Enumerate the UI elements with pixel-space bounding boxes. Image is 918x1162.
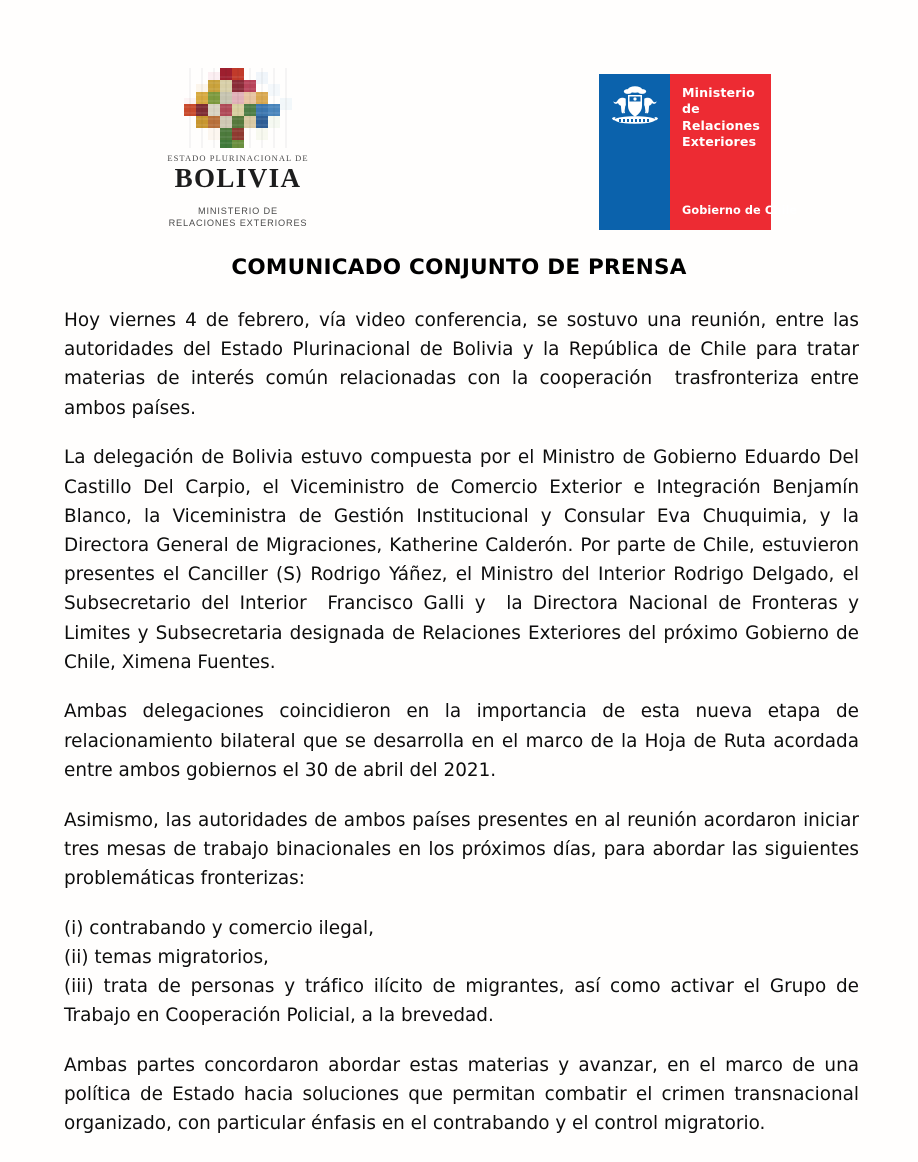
bolivia-state-line: ESTADO PLURINACIONAL DE: [167, 153, 309, 163]
page-title: COMUNICADO CONJUNTO DE PRENSA: [231, 255, 687, 280]
chile-title-line-3: Exteriores: [682, 134, 757, 150]
chile-logo-blue-panel: [599, 74, 670, 230]
paragraph-2: La delegación de Bolivia estuvo compuesta por el Ministro de Gobierno Eduardo Del Castillo Del Carpio, el Viceministro de Comercio Exterior e Integración Benjamín Blanco, la Viceministra de Gestión Institucional y Consular Eva Chuquimia, y la Directora General de Migraciones, Katherine Calderón. Por parte de Chile, estuvieron presentes el Canciller (S) Rodrigo Yáñez, el Ministro del Interior Rodrigo Delgado, el Subsecretario del Interior Francisco Galli y la Directora Nacional de Fronteras y Limites y Subsecretaria designada de Relaciones Exteriores del próximo Gobierno de Chile, Ximena Fuentes.: [64, 447, 865, 673]
chile-logo-red-panel: [670, 74, 798, 230]
document-body: [64, 306, 865, 1139]
chile-ministry-logo: [599, 74, 798, 230]
chile-government-label: Gobierno de Chile: [682, 204, 798, 217]
bolivia-ministry-logo: [138, 66, 338, 230]
paragraph-1: Hoy viernes 4 de febrero, vía video conferencia, se sostuvo una reunión, entre las autoridades del Estado Plurinacional de Bolivia y la República de Chile para tratar materias de interés común relacionadas con la cooperación trasfronteriza entre ambos países.: [64, 310, 865, 419]
chile-coat-of-arms-icon: [607, 84, 663, 134]
paragraph-3: Ambas delegaciones coincidieron en la importancia de esta nueva etapa de relacionamiento bilateral que se desarrolla en el marco de la Hoja de Ruta acordada entre ambos gobiernos el 30 de abril del 2021.: [64, 701, 865, 781]
bolivia-ministry-line2: RELACIONES EXTERIORES: [168, 218, 308, 229]
logo-header-row: [0, 0, 918, 245]
chile-ministry-title: [682, 85, 771, 150]
paragraph-4: Asimismo, las autoridades de ambos países presentes en al reunión acordaron iniciar tres mesas de trabajo binacionales en los próximos días, para abordar las siguientes problemáticas fronterizas:: [64, 809, 865, 889]
chile-title-line-2: Relaciones: [682, 117, 760, 133]
bolivia-wiphala-emblem-icon: [178, 66, 298, 148]
topics-list: [64, 914, 865, 1031]
list-item: (i) contrabando y comercio ilegal,: [64, 917, 374, 939]
bolivia-country-name: BOLIVIA: [174, 162, 302, 193]
paragraph-closing: Ambas partes concordaron abordar estas materias y avanzar, en el marco de una política de Estado hacia soluciones que permitan combatir el crimen transnacional organizado, con particular énfasis en el contrabando y el control migratorio.: [64, 1054, 865, 1135]
chile-title-line-1: Ministerio de: [682, 85, 755, 117]
list-item: (iii) trata de personas y tráfico ilícito de migrantes, así como activar el Grupo de Trabajo en Cooperación Policial, a la brevedad.: [64, 976, 865, 1027]
bolivia-ministry-line1: MINISTERIO DE: [198, 205, 278, 216]
list-item: (ii) temas migratorios,: [64, 946, 269, 968]
